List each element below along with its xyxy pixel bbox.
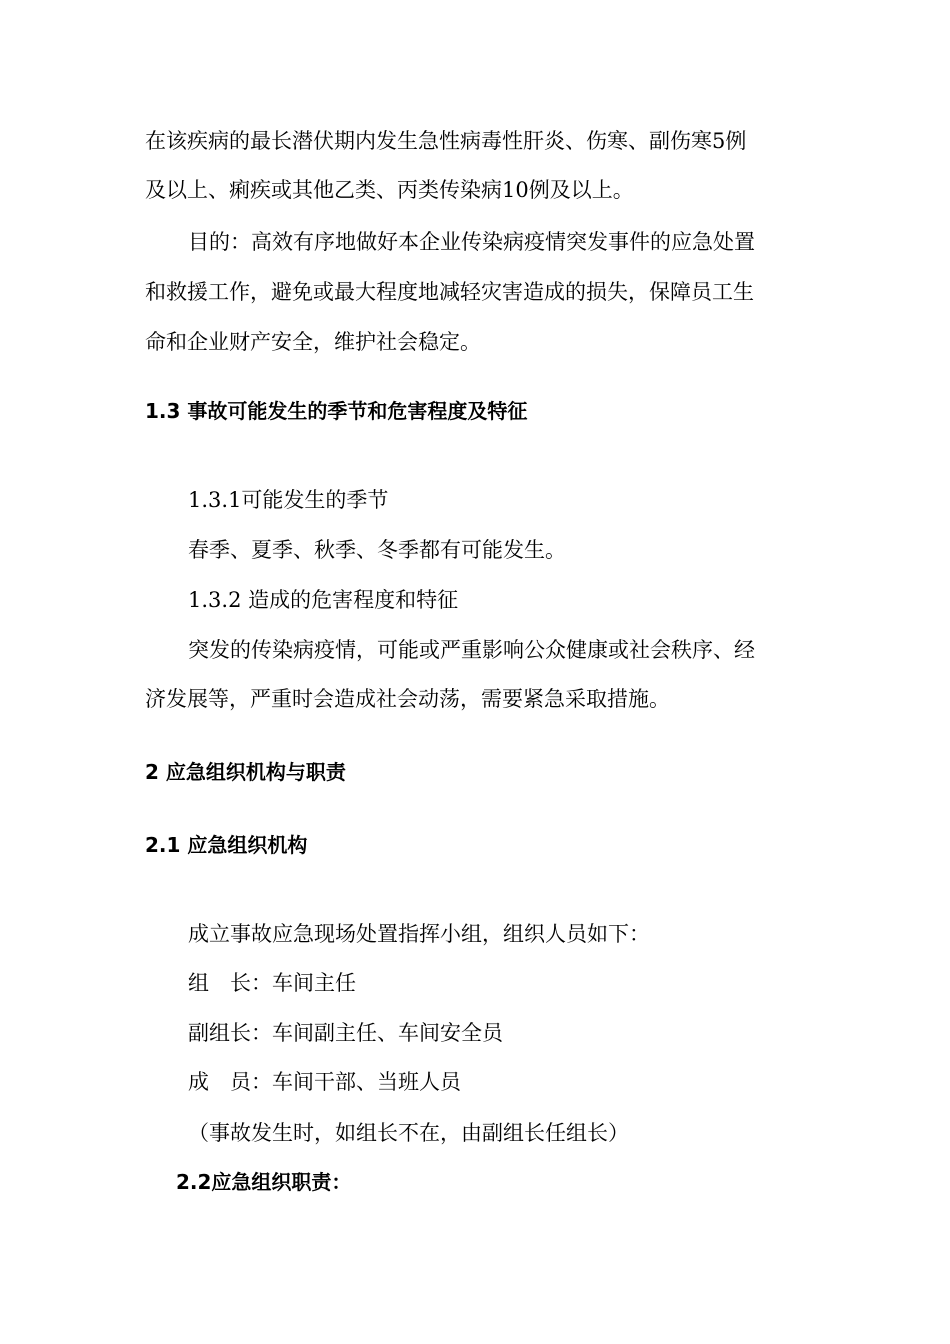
- leader-line: 组 长：车间主任: [188, 971, 356, 995]
- note-line: （事故发生时，如组长不在，由副组长任组长）: [188, 1121, 629, 1145]
- members-line: 成 员：车间干部、当班人员: [188, 1070, 461, 1094]
- paragraph-line: 春季、夏季、秋季、冬季都有可能发生。: [188, 538, 566, 562]
- section-heading-2-2: 2.2应急组织职责：: [176, 1170, 352, 1194]
- paragraph-line: 及以上、痢疾或其他乙类、丙类传染病10例及以上。: [145, 178, 634, 202]
- paragraph-line: 在该疾病的最长潜伏期内发生急性病毒性肝炎、伤寒、副伤寒5例: [145, 129, 747, 153]
- section-heading-2: 2 应急组织机构与职责: [145, 760, 346, 784]
- subsection-title: 1.3.2 造成的危害程度和特征: [188, 588, 459, 612]
- paragraph-line: 和救援工作，避免或最大程度地减轻灾害造成的损失，保障员工生: [145, 280, 754, 304]
- paragraph-line: 成立事故应急现场处置指挥小组，组织人员如下：: [188, 922, 650, 946]
- paragraph-line: 命和企业财产安全，维护社会稳定。: [145, 330, 481, 354]
- paragraph-line: 济发展等，严重时会造成社会动荡，需要紧急采取措施。: [145, 687, 670, 711]
- subsection-title: 1.3.1可能发生的季节: [188, 488, 389, 512]
- paragraph-line: 突发的传染病疫情，可能或严重影响公众健康或社会秩序、经: [188, 638, 755, 662]
- paragraph-line: 目的：高效有序地做好本企业传染病疫情突发事件的应急处置: [188, 230, 755, 254]
- section-heading-1-3: 1.3 事故可能发生的季节和危害程度及特征: [145, 399, 528, 423]
- deputy-line: 副组长：车间副主任、车间安全员: [188, 1021, 503, 1045]
- section-heading-2-1: 2.1 应急组织机构: [145, 833, 308, 857]
